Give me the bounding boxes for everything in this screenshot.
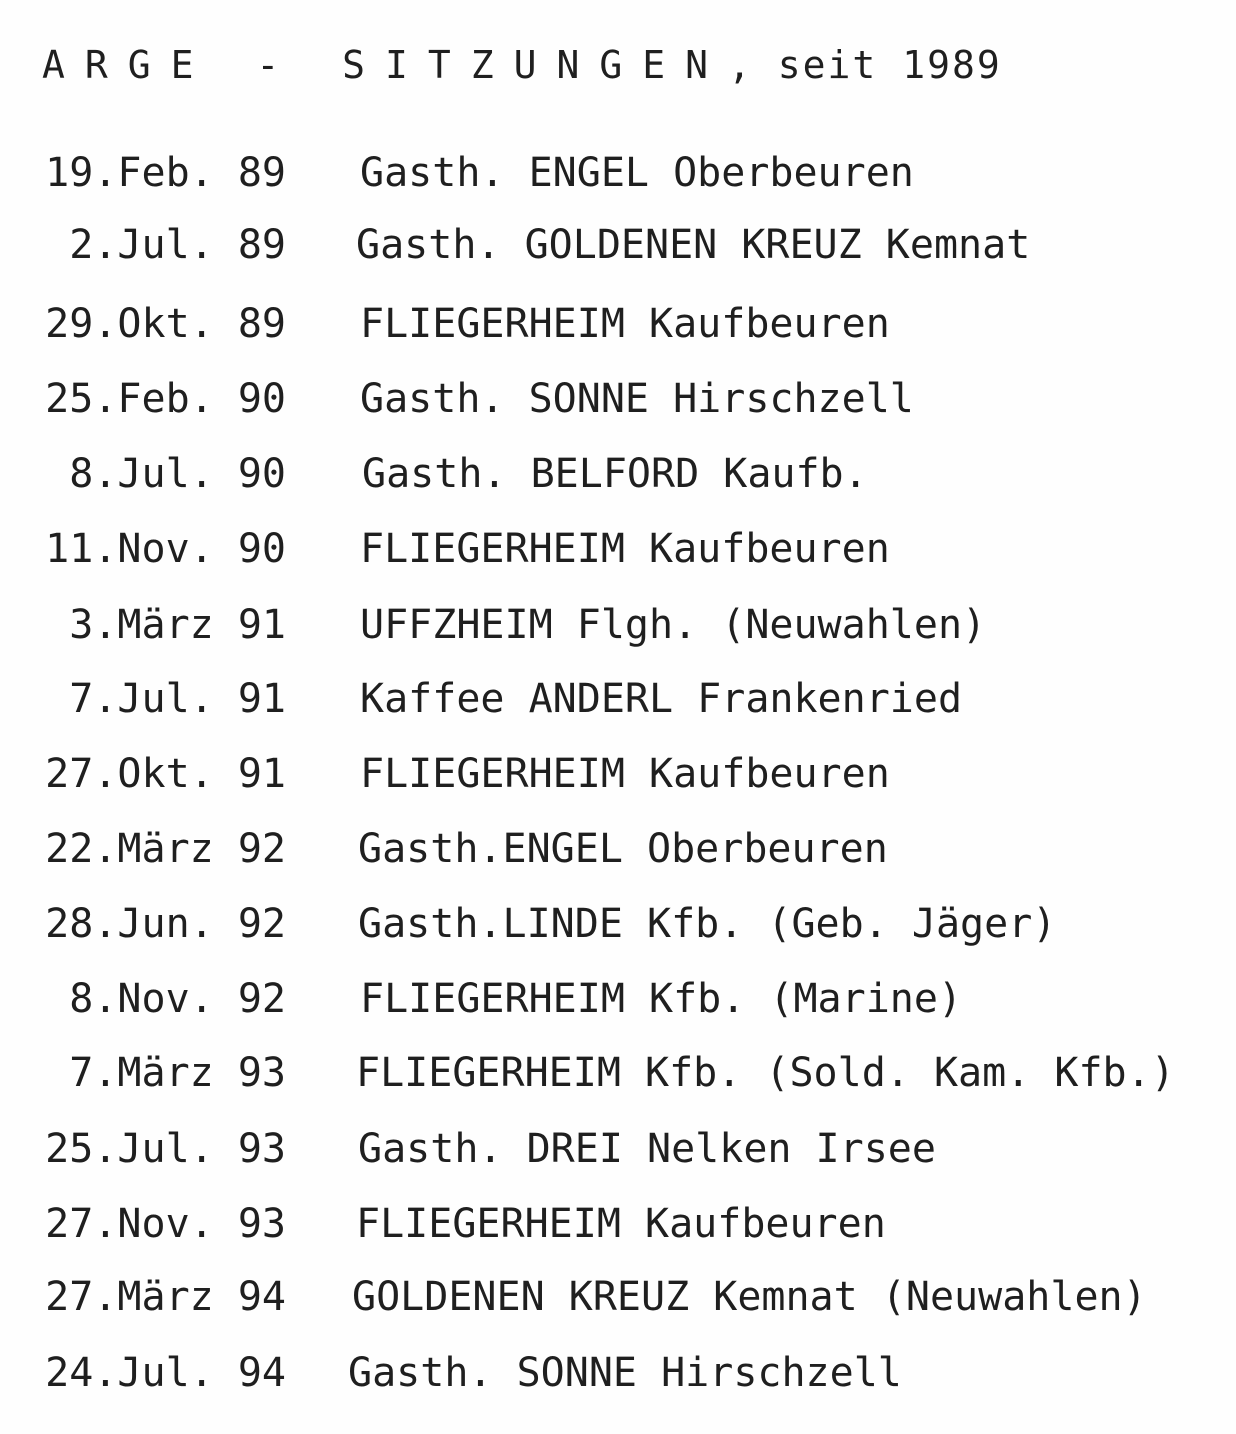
list-item: [0, 521, 1236, 577]
meeting-place: FLIEGERHEIM Kfb. (Marine): [360, 976, 963, 1022]
meeting-date: 24.Jul. 94: [45, 1350, 286, 1396]
meeting-date: 25.Feb. 90: [45, 376, 286, 422]
meeting-date: 2.Jul. 89: [69, 222, 286, 268]
list-item: [0, 896, 1236, 952]
list-item: [0, 217, 1236, 273]
list-item: [0, 1121, 1236, 1177]
meeting-place: FLIEGERHEIM Kaufbeuren: [360, 526, 890, 572]
list-item: [0, 371, 1236, 427]
title-since: , seit 1989: [728, 43, 1002, 87]
list-item: [0, 145, 1236, 201]
title-heading: ARGE - SITZUNGEN: [42, 43, 729, 87]
list-item: [0, 1045, 1236, 1101]
meeting-place: Kaffee ANDERL Frankenried: [360, 676, 963, 722]
meeting-date: 27.Nov. 93: [45, 1201, 286, 1247]
meeting-date: 22.März 92: [45, 826, 286, 872]
list-item: [0, 746, 1236, 802]
meeting-date: 11.Nov. 90: [45, 526, 286, 572]
list-item: [0, 446, 1236, 502]
meeting-place: Gasth. SONNE Hirschzell: [360, 376, 914, 422]
list-item: [0, 1345, 1236, 1401]
list-item: [0, 1196, 1236, 1252]
list-item: [0, 971, 1236, 1027]
list-item: [0, 296, 1236, 352]
meeting-place: FLIEGERHEIM Kaufbeuren: [360, 751, 890, 797]
meeting-date: 8.Jul. 90: [69, 451, 286, 497]
meeting-date: 28.Jun. 92: [45, 901, 286, 947]
meeting-place: Gasth. ENGEL Oberbeuren: [360, 150, 914, 196]
meeting-place: Gasth. GOLDENEN KREUZ Kemnat: [356, 222, 1031, 268]
meeting-place: GOLDENEN KREUZ Kemnat (Neuwahlen): [352, 1274, 1147, 1320]
list-item: [0, 597, 1236, 653]
meeting-place: Gasth. SONNE Hirschzell: [348, 1350, 902, 1396]
meeting-place: Gasth.ENGEL Oberbeuren: [358, 826, 888, 872]
meeting-place: FLIEGERHEIM Kaufbeuren: [360, 301, 890, 347]
meeting-place: FLIEGERHEIM Kfb. (Sold. Kam. Kfb.): [356, 1050, 1175, 1096]
meeting-date: 7.Jul. 91: [69, 676, 286, 722]
meeting-date: 27.März 94: [45, 1274, 286, 1320]
meeting-place: Gasth. BELFORD Kaufb.: [362, 451, 868, 497]
meeting-date: 19.Feb. 89: [45, 150, 286, 196]
meeting-date: 7.März 93: [69, 1050, 286, 1096]
list-item: [0, 821, 1236, 877]
meeting-place: FLIEGERHEIM Kaufbeuren: [356, 1201, 886, 1247]
meeting-date: 27.Okt. 91: [45, 751, 286, 797]
meeting-date: 25.Jul. 93: [45, 1126, 286, 1172]
list-item: [0, 1269, 1236, 1325]
meeting-date: 8.Nov. 92: [69, 976, 286, 1022]
meeting-date: 29.Okt. 89: [45, 301, 286, 347]
meeting-place: Gasth.LINDE Kfb. (Geb. Jäger): [358, 901, 1057, 947]
list-item: [0, 671, 1236, 727]
meeting-date: 3.März 91: [69, 602, 286, 648]
meeting-place: Gasth. DREI Nelken Irsee: [358, 1126, 936, 1172]
meeting-place: UFFZHEIM Flgh. (Neuwahlen): [360, 602, 987, 648]
